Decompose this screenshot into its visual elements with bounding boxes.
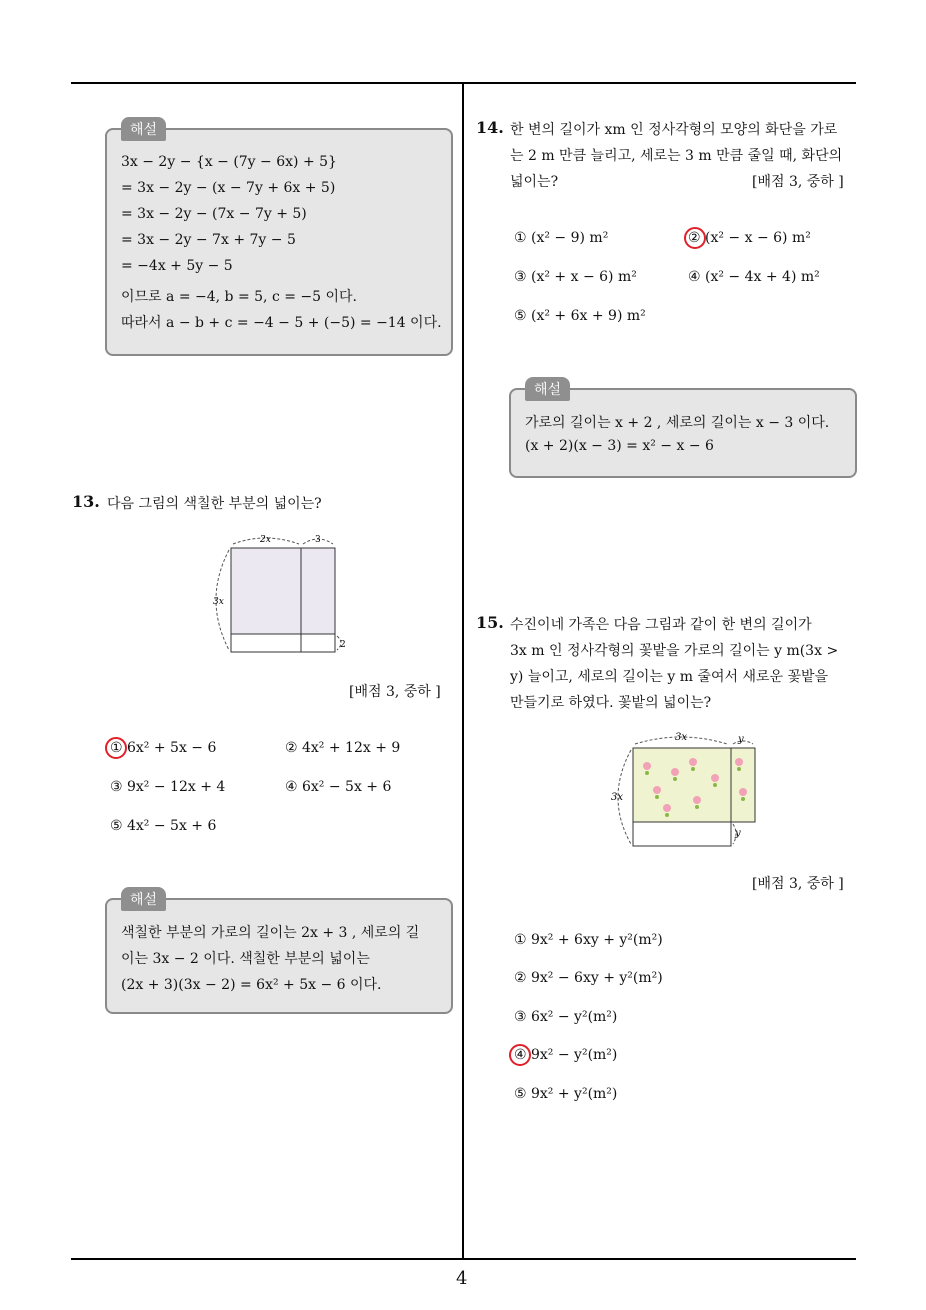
- solution-line: 가로의 길이는 x + 2 , 세로의 길이는 x − 3 이다.: [525, 415, 830, 431]
- question-text: 다음 그림의 색칠한 부분의 넓이는?: [107, 496, 322, 512]
- solution-box-q14: [509, 382, 857, 478]
- option-5[interactable]: ⑤ (x² + 6x + 9) m²: [514, 308, 646, 324]
- solution-tag: 해설: [121, 117, 166, 141]
- solution-line: 색칠한 부분의 가로의 길이는 2x + 3 , 세로의 길: [121, 925, 420, 941]
- label-2: 2: [340, 640, 346, 650]
- shaded-region: [231, 548, 335, 634]
- question-text: 한 변의 길이가 xm 인 정사각형의 모양의 화단을 가로: [510, 122, 838, 138]
- q13-figure: [205, 530, 355, 660]
- solution-tag: 해설: [525, 377, 570, 401]
- question-meta: [배점 3, 중하 ]: [349, 684, 441, 700]
- solution-line: 따라서 a − b + c = −4 − 5 + (−5) = −14 이다.: [121, 315, 442, 331]
- solution-line: 3x − 2y − {x − (7y − 6x) + 5}: [121, 154, 337, 170]
- option-1[interactable]: ① 6x² + 5x − 6: [110, 740, 217, 756]
- bottom-rule: [71, 1258, 856, 1260]
- option-3[interactable]: ③ 9x² − 12x + 4: [110, 779, 226, 795]
- question-number: 15.: [476, 613, 504, 632]
- question-text: 3x m 인 정사각형의 꽃밭을 가로의 길이는 y m(3x >: [510, 643, 839, 659]
- option-4[interactable]: ④ 9x² − y²(m²): [514, 1047, 618, 1063]
- label-2x: 2x: [260, 535, 271, 545]
- question-text: 만들기로 하였다. 꽃밭의 넓이는?: [510, 695, 712, 711]
- label-y-top: y: [738, 734, 744, 745]
- solution-box-q12: [105, 122, 453, 356]
- option-4[interactable]: ④ (x² − 4x + 4) m²: [688, 269, 820, 285]
- question-text: 수진이네 가족은 다음 그림과 같이 한 변의 길이가: [510, 617, 812, 633]
- question-meta: [배점 3, 중하 ]: [752, 174, 844, 190]
- option-2[interactable]: ② 9x² − 6xy + y²(m²): [514, 970, 663, 986]
- question-text: 는 2 m 만큼 늘리고, 세로는 3 m 만큼 줄일 때, 화단의: [510, 148, 843, 164]
- question-number: 14.: [476, 118, 504, 137]
- solution-line: = 3x − 2y − (x − 7y + 6x + 5): [121, 180, 336, 196]
- solution-line: 이는 3x − 2 이다. 색칠한 부분의 넓이는: [121, 951, 370, 967]
- option-1[interactable]: ① (x² − 9) m²: [514, 230, 609, 246]
- solution-tag: 해설: [121, 887, 166, 911]
- label-y-right: y: [735, 828, 741, 839]
- question-number: 13.: [72, 492, 100, 511]
- solution-line: = 3x − 2y − (7x − 7y + 5): [121, 206, 307, 222]
- question-meta: [배점 3, 중하 ]: [752, 876, 844, 892]
- question-text: y) 늘이고, 세로의 길이는 y m 줄여서 새로운 꽃밭을: [510, 669, 829, 685]
- label-3x-top: 3x: [675, 732, 688, 743]
- solution-line: 이므로 a = −4, b = 5, c = −5 이다.: [121, 289, 357, 305]
- column-divider: [462, 82, 464, 1260]
- option-2[interactable]: ② (x² − x − 6) m²: [688, 230, 811, 246]
- label-3x-left: 3x: [611, 792, 624, 803]
- q15-figure: [605, 728, 765, 852]
- question-text: 넓이는?: [510, 174, 559, 190]
- solution-line: (x + 2)(x − 3) = x² − x − 6: [525, 438, 714, 454]
- option-1[interactable]: ① 9x² + 6xy + y²(m²): [514, 932, 663, 948]
- page-number: 4: [456, 1268, 468, 1289]
- solution-line: = 3x − 2y − 7x + 7y − 5: [121, 232, 296, 248]
- solution-box-q13: [105, 892, 453, 1014]
- option-5[interactable]: ⑤ 9x² + y²(m²): [514, 1086, 618, 1102]
- option-5[interactable]: ⑤ 4x² − 5x + 6: [110, 818, 217, 834]
- option-3[interactable]: ③ 6x² − y²(m²): [514, 1009, 618, 1025]
- solution-line: = −4x + 5y − 5: [121, 258, 233, 274]
- label-3: 3: [315, 535, 321, 545]
- solution-line: (2x + 3)(3x − 2) = 6x² + 5x − 6 이다.: [121, 977, 382, 993]
- option-4[interactable]: ④ 6x² − 5x + 6: [285, 779, 392, 795]
- option-2[interactable]: ② 4x² + 12x + 9: [285, 740, 401, 756]
- label-3x: 3x: [213, 597, 224, 607]
- option-3[interactable]: ③ (x² + x − 6) m²: [514, 269, 637, 285]
